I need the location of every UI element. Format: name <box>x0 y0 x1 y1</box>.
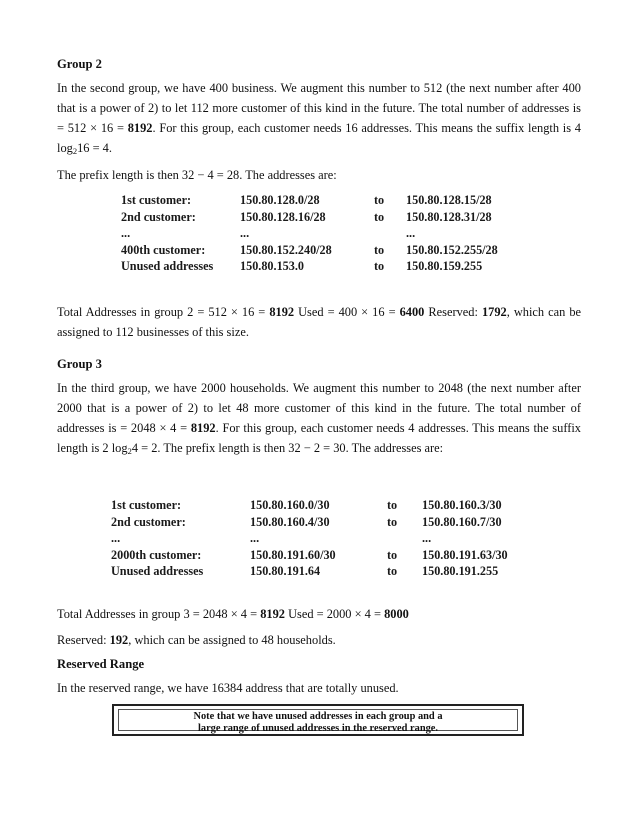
group2-table-cell-to: 150.80.128.31/28 <box>406 209 492 224</box>
group2-address-table <box>121 192 546 275</box>
group3-table-cell-to: 150.80.191.63/30 <box>422 547 508 562</box>
group3-total-value: 8192 <box>190 421 216 435</box>
group2-table-cell-from: 150.80.128.16/28 <box>240 209 326 224</box>
group3-table-cell-from: 150.80.191.64 <box>250 564 321 578</box>
group2-table-cell-to-word <box>374 225 406 242</box>
group2-table-cell-label: Unused addresses <box>121 259 214 273</box>
group2-table-cell-from: 150.80.153.0 <box>240 259 304 273</box>
group2-table-cell-from: ... <box>240 226 250 240</box>
group2-table-cell-to: 150.80.159.255 <box>406 259 483 273</box>
group2-intro-text-2: . For this group, each customer needs 16 addresses. This means the suffix length is 4 log <box>57 121 581 155</box>
group2-summary-text-2: Used = 400 × 16 = <box>294 305 400 319</box>
group2-table-cell-from: 150.80.128.0/28 <box>240 193 320 207</box>
group3-table-row <box>111 547 562 564</box>
group3-reserved-tail: , which can be assigned to 48 households. <box>128 633 336 647</box>
group3-table-row <box>111 563 562 580</box>
group3-table-cell-from: 150.80.160.0/30 <box>250 498 330 512</box>
group3-table-cell-label: ... <box>111 531 121 545</box>
group3-heading: Group 3 <box>57 357 102 371</box>
group2-summary-text-4: , which can be assigned to 112 businesses of this size. <box>57 305 582 339</box>
group2-summary-reserved: 1792 <box>481 305 507 319</box>
group3-table-cell-to-word: to <box>387 514 398 529</box>
group3-table-cell-to-word: to <box>387 564 398 578</box>
group2-table-cell-to-word: to <box>374 193 385 207</box>
group3-table-cell-to-word <box>387 530 422 547</box>
group3-table-row <box>111 514 562 531</box>
group2-summary-text-3: Reserved: <box>424 305 482 319</box>
group3-summary <box>57 604 581 624</box>
group2-table-row <box>121 192 546 209</box>
group2-summary-used: 6400 <box>399 305 425 319</box>
group2-table-cell-label: ... <box>121 226 131 240</box>
group2-table-cell-to: 150.80.152.255/28 <box>406 242 498 257</box>
note-text <box>118 709 518 734</box>
group2-table-row <box>121 209 546 226</box>
group3-address-table <box>111 497 562 580</box>
group2-table-cell-to-word: to <box>374 242 385 257</box>
group2-table-cell-to-word: to <box>374 259 385 273</box>
group3-table-row <box>111 497 562 514</box>
group2-table-row <box>121 225 546 242</box>
group2-log-base: 2 <box>72 146 78 156</box>
group2-log-tail: 16 = 4. <box>77 141 112 155</box>
group2-table-cell-to: 150.80.128.15/28 <box>406 193 492 207</box>
group3-table-cell-label: Unused addresses <box>111 564 204 578</box>
group2-summary-block <box>57 302 581 461</box>
group3-reserved <box>57 630 581 650</box>
group3-reserved-value: 192 <box>109 633 129 647</box>
group3-intro <box>57 378 581 461</box>
group3-table-row <box>111 530 562 547</box>
group2-table-cell-label: 2nd customer: <box>121 209 196 224</box>
group3-table-cell-label: 2nd customer: <box>111 514 186 529</box>
group2-summary-text: Total Addresses in group 2 = 512 × 16 = <box>57 305 270 319</box>
group3-table-cell-label: 2000th customer: <box>111 547 202 562</box>
reserved-range-text: In the reserved range, we have 16384 address that are totally unused. <box>57 681 399 695</box>
note-line-1: Note that we have unused addresses in each group and a <box>193 711 443 722</box>
group2-table-row <box>121 242 546 259</box>
group3-table-cell-label: 1st customer: <box>111 498 182 512</box>
group3-table-cell-to: 150.80.160.7/30 <box>422 514 502 529</box>
group3-intro-text: In the third group, we have 2000 households. We augment this number to 2048 (the next number after 2000 that is a power of 2) to let 48 more customer of this kind in the future. The total number of addresses is = 2048 × 4 = <box>57 381 581 435</box>
group2-table-row <box>121 258 546 275</box>
group3-reserved-label: Reserved: <box>57 633 110 647</box>
group2-prefix-line: The prefix length is then 32 − 4 = 28. The addresses are: <box>57 168 337 182</box>
group3-table-cell-from: 150.80.191.60/30 <box>250 547 336 562</box>
group3-table-cell-from: ... <box>250 531 260 545</box>
group3-log-base: 2 <box>127 446 132 456</box>
document-page <box>57 56 581 185</box>
group2-table-cell-label: 400th customer: <box>121 242 206 257</box>
group2-total-value: 8192 <box>127 121 153 135</box>
group2-table-cell-to-word: to <box>374 209 385 224</box>
group3-table-cell-to: 150.80.191.255 <box>422 564 499 578</box>
group2-summary-total: 8192 <box>269 305 295 319</box>
group3-table-cell-to: ... <box>422 531 432 545</box>
group3-table-cell-to-word: to <box>387 547 398 562</box>
reserved-range-heading: Reserved Range <box>57 657 145 671</box>
group3-summary-used: 8000 <box>384 607 409 621</box>
group2-heading: Group 2 <box>57 57 102 71</box>
group3-table-cell-from: 150.80.160.4/30 <box>250 514 330 529</box>
group3-intro-text-2: . For this group, each customer needs 4 addresses. This means the suffix length is 2 log <box>57 421 581 455</box>
group2-intro <box>57 78 581 161</box>
group2-table-cell-label: 1st customer: <box>121 193 192 207</box>
group3-table-cell-to: 150.80.160.3/30 <box>422 498 502 512</box>
group2-summary <box>57 302 581 342</box>
note-line-2: large range of unused addresses in the reserved range. <box>197 722 439 734</box>
group3-table-cell-to-word: to <box>387 498 398 512</box>
group2-intro-text: In the second group, we have 400 business. We augment this number to 512 (the next number after 400 that is a power of 2) to let 112 more customer of this kind in the future. The total number of addresses is = 512 × 16 = <box>57 81 581 135</box>
group3-log-tail: 4 = 2. The prefix length is then 32 − 2 = 30. The addresses are: <box>131 441 444 455</box>
group3-summary-text: Total Addresses in group 3 = 2048 × 4 = <box>57 607 261 621</box>
group2-table-cell-from: 150.80.152.240/28 <box>240 242 332 257</box>
group3-summary-total: 8192 <box>260 607 285 621</box>
group3-summary-block <box>57 604 581 698</box>
group2-table-cell-to: ... <box>406 226 416 240</box>
note-box <box>112 704 524 736</box>
group3-summary-text-2: Used = 2000 × 4 = <box>284 607 385 621</box>
